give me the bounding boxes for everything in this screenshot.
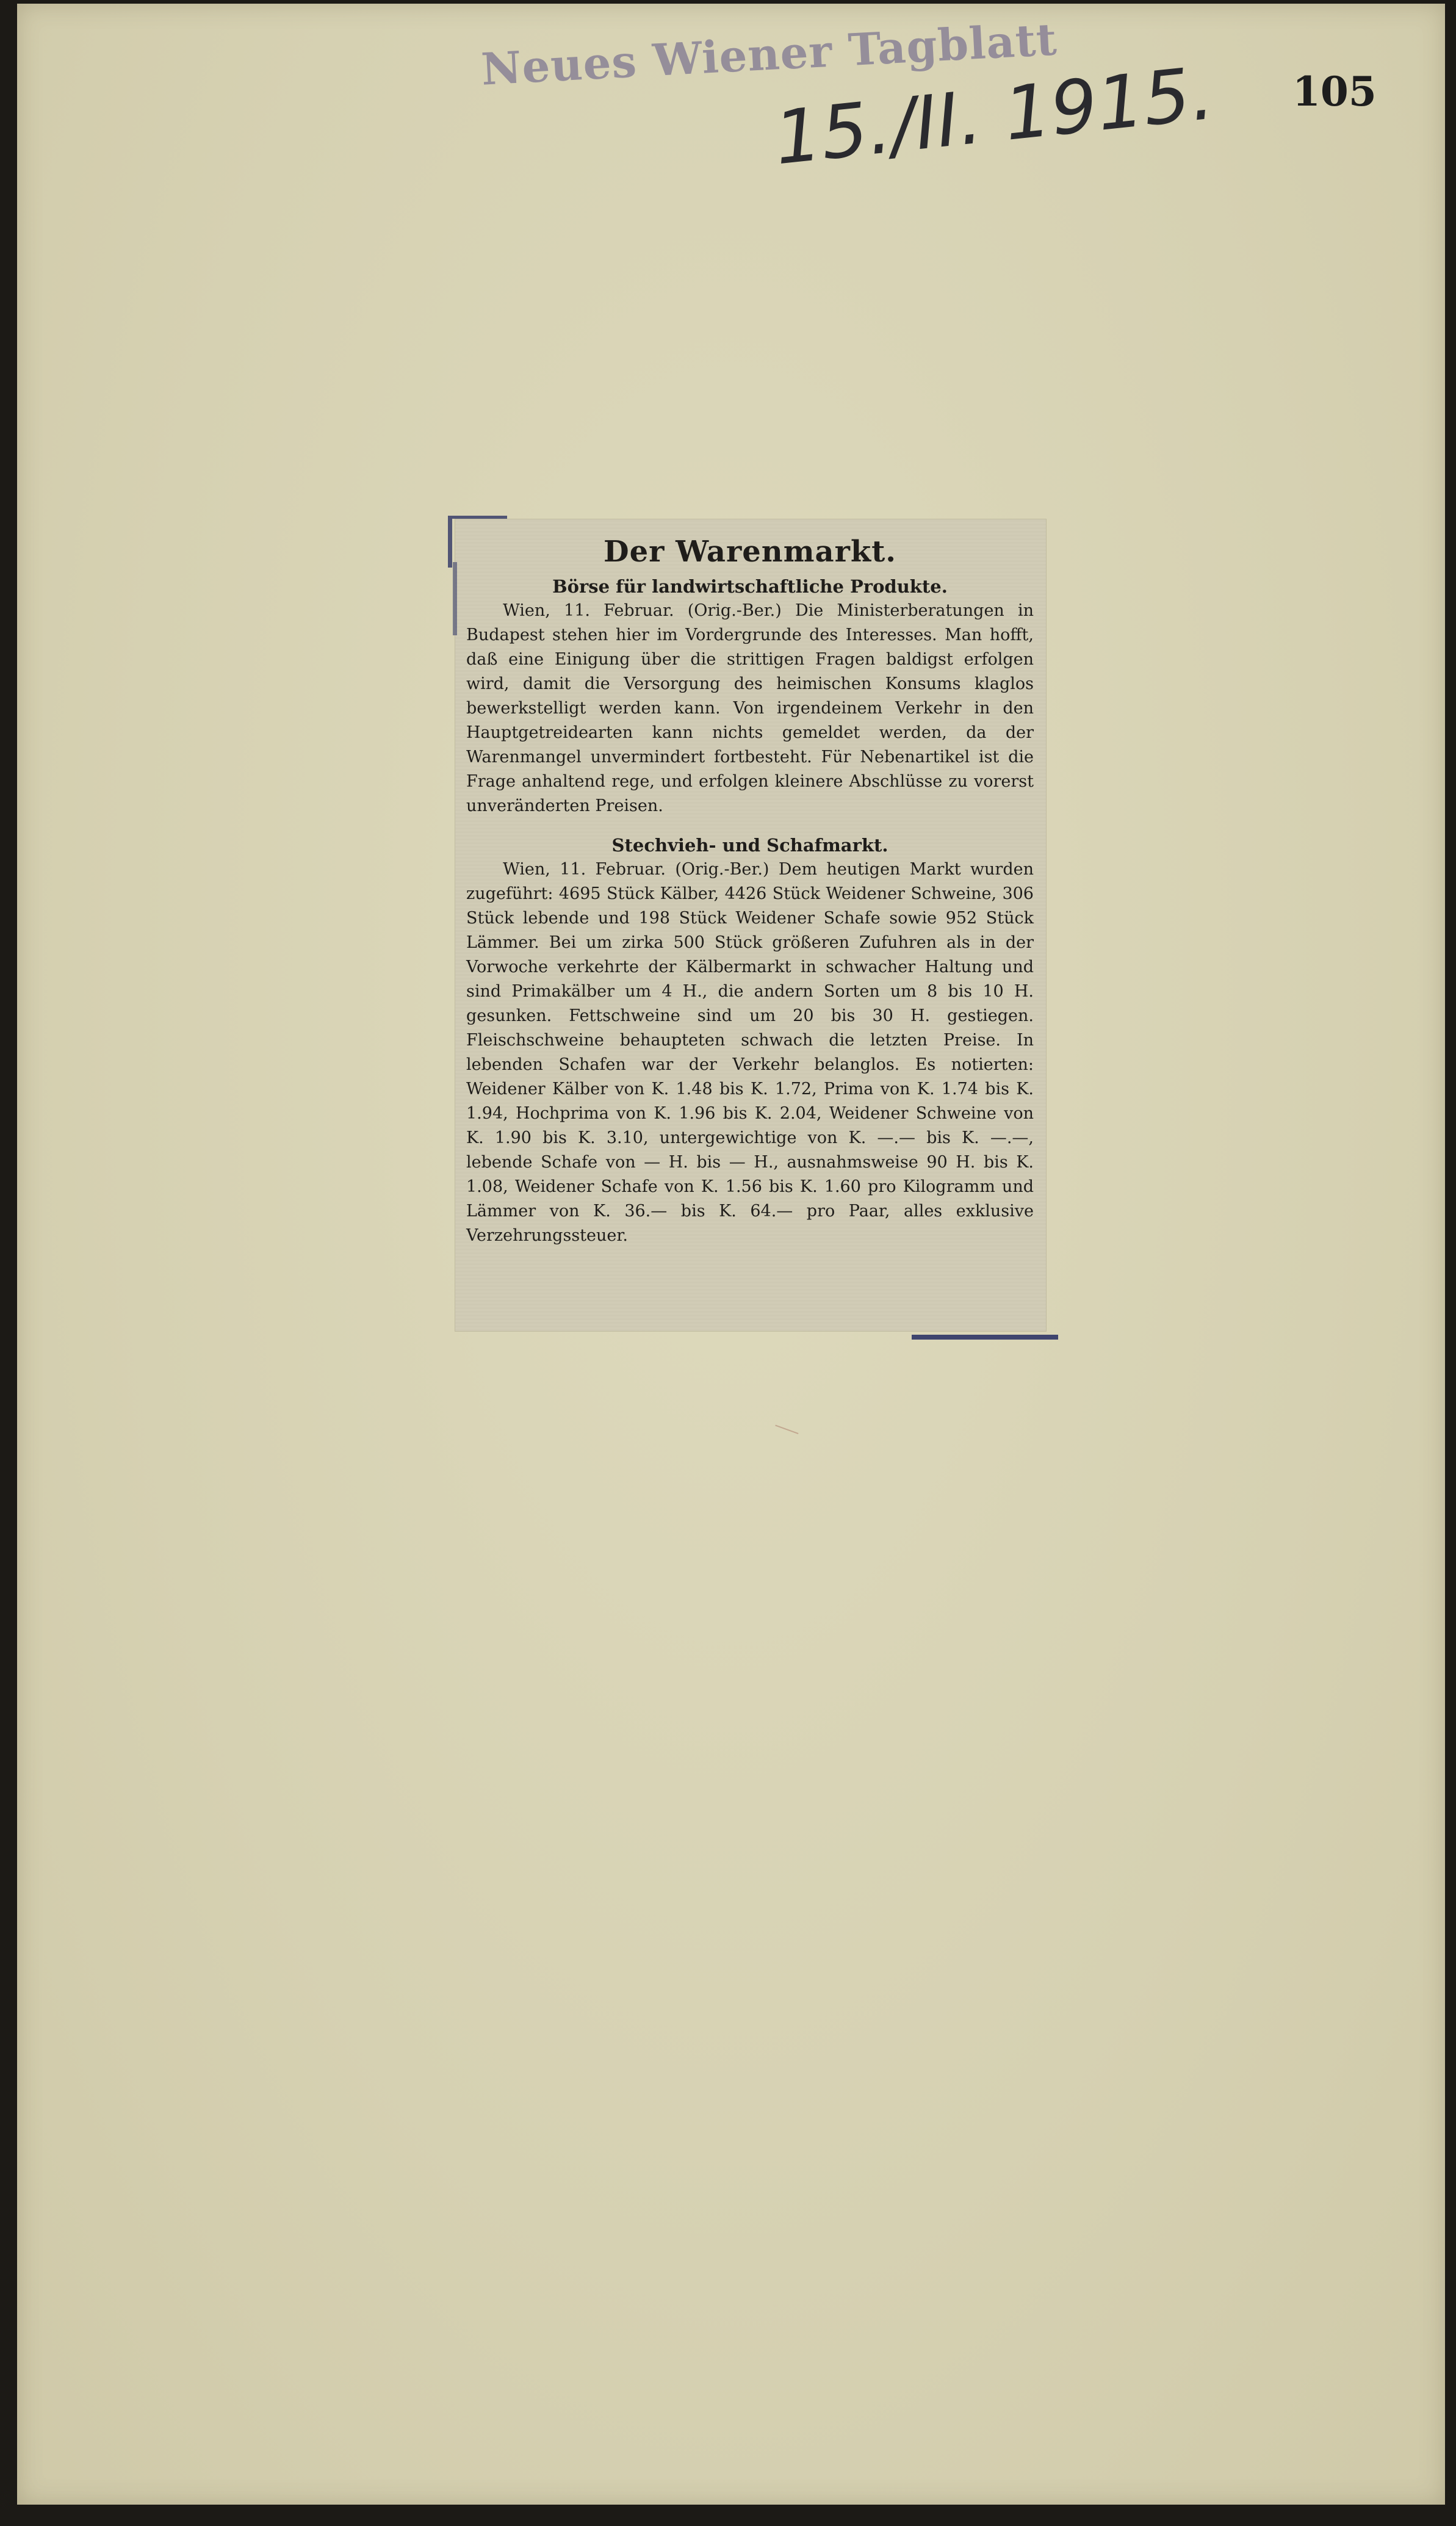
clipping-text xyxy=(466,530,1034,1248)
blue-pencil-mark-bottom-right xyxy=(912,1335,1058,1340)
page-number: 105 xyxy=(1292,68,1377,115)
newspaper-clipping xyxy=(455,519,1046,1331)
section-heading-stechvieh: Stechvieh- und Schafmarkt. xyxy=(611,835,888,856)
section-heading-boerse: Börse für landwirtschaftliche Produkte. xyxy=(552,576,948,597)
section-text-stechvieh: Wien, 11. Februar. (Orig.-Ber.) Dem heutigen Markt wurden zugeführt: 4695 Stück Kälber, 4426 Stück Weidener Schweine, 306 Stück lebende und 198 Stück Weidener Schafe sowie 952 Stück Lämmer. Bei um zirka 500 Stück größeren Zufuhren als in der Vorwoche verkehrte der Kälbermarkt in schwacher Haltung und sind Primakälber um 4 H., die andern Sorten um 8 bis 10 H. gesunken. Fettschweine sind um 20 bis 30 H. gestiegen. Fleischschweine behaupteten schwach die letzten Preise. In lebenden Schafen war der Verkehr belanglos. Es notierten: Weidener Kälber von K. 1.48 bis K. 1.72, Prima von K. 1.74 bis K. 1.94, Hochprima von K. 1.96 bis K. 2.04, Weidener Schweine von K. 1.90 bis K. 3.10, untergewichtige von K. —.— bis K. —.—, lebende Schafe von — H. bis — H., ausnahmsweise 90 H. bis K. 1.08, Weidener Schafe von K. 1.56 bis K. 1.60 pro Kilogramm und Lämmer von K. 36.— bis K. 64.— pro Paar, alles exklusive Verzehrungssteuer. xyxy=(466,860,1034,1245)
archive-sheet xyxy=(17,4,1445,2505)
blue-pencil-mark-left xyxy=(453,562,457,635)
handwritten-date: 15./II. 1915. xyxy=(770,51,1218,182)
article-title: Der Warenmarkt. xyxy=(603,535,897,569)
newspaper-stamp: Neues Wiener Tagblatt xyxy=(480,13,1059,95)
paper-mark xyxy=(773,1424,798,1438)
section-text-boerse: Wien, 11. Februar. (Orig.-Ber.) Die Ministerberatungen in Budapest stehen hier im Vordergrunde des Interesses. Man hofft, daß eine Einigung über die strittigen Fragen baldigst erfolgen wird, damit die Versorgung des heimischen Konsums klaglos bewerkstelligt werden kann. Von irgendeinem Verkehr in den Hauptgetreidearten kann nichts gemeldet werden, da der Warenmangel unvermindert fortbesteht. Für Nebenartikel ist die Frage anhaltend rege, und erfolgen kleinere Abschlüsse zu vorerst unveränderten Preisen. xyxy=(466,601,1034,815)
section-gap xyxy=(466,818,1034,832)
